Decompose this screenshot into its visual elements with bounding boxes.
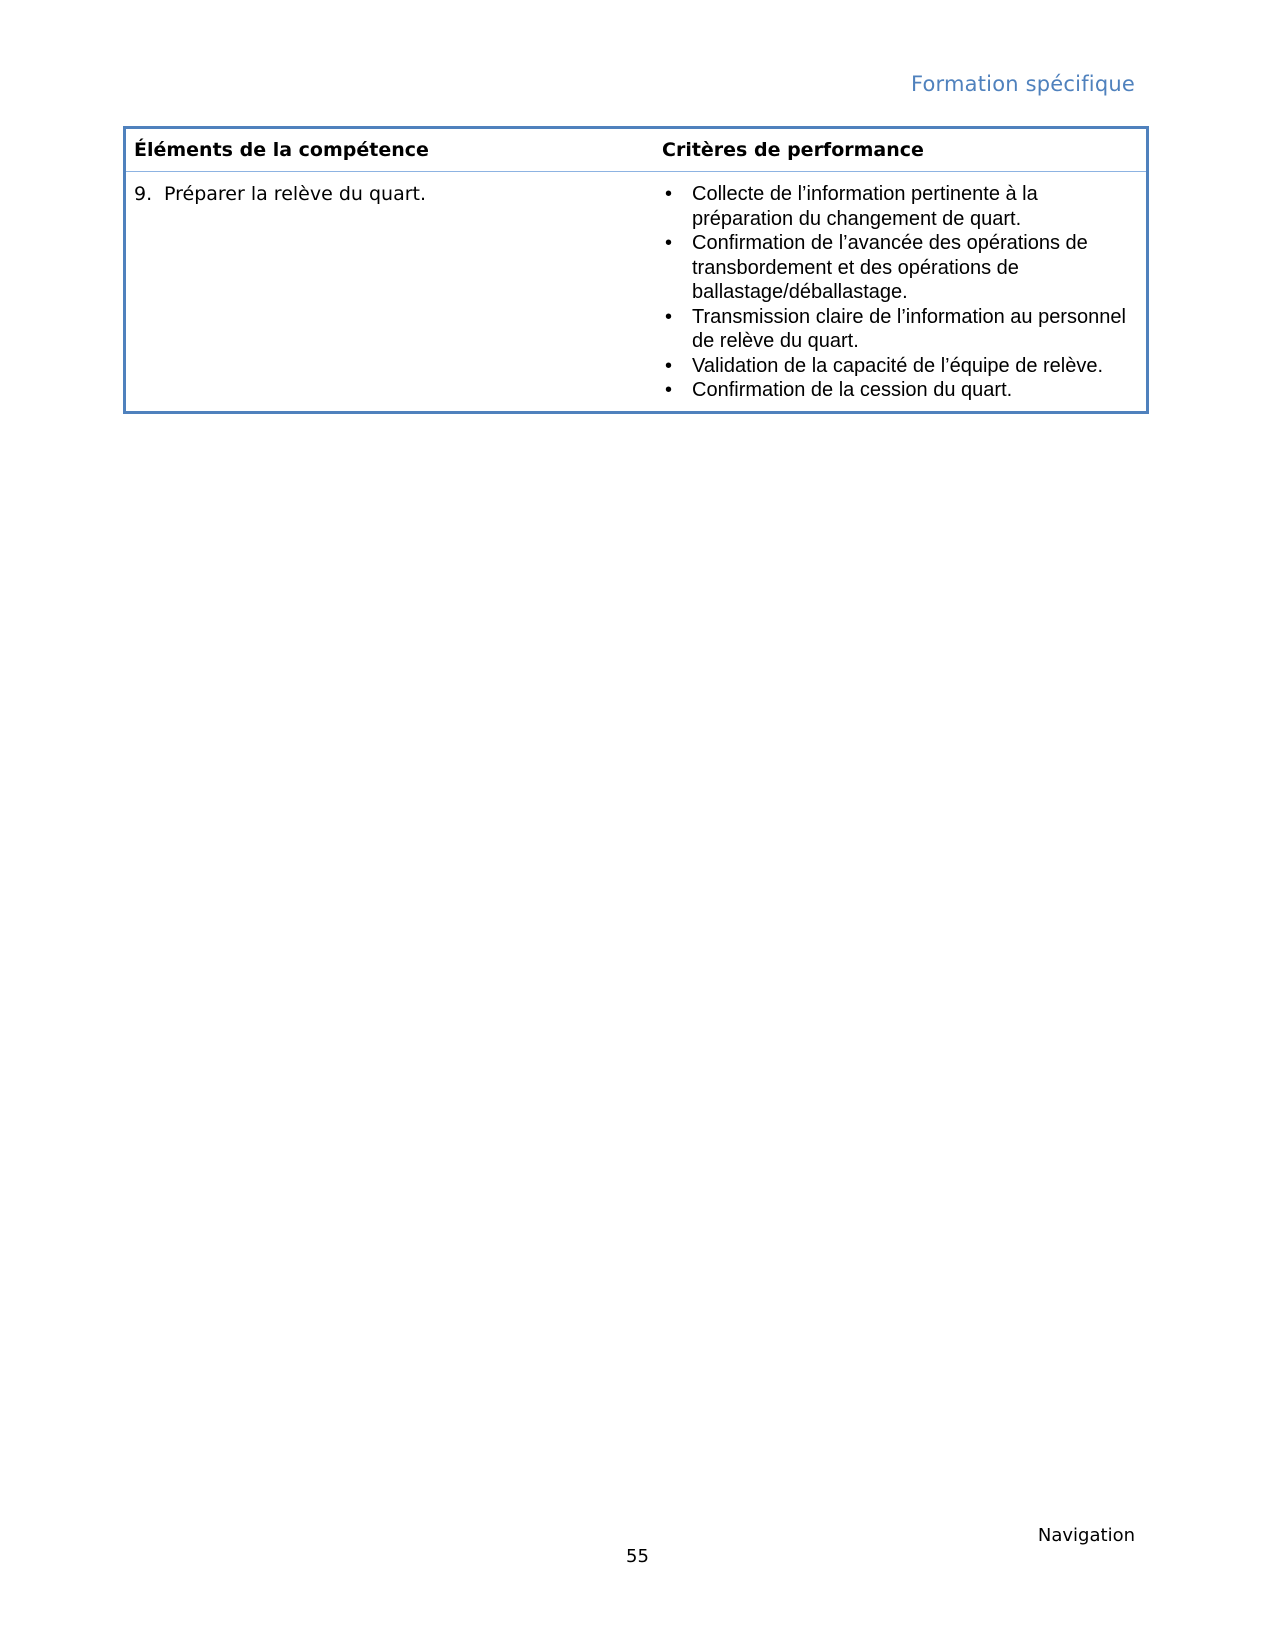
bullet-icon: •: [665, 354, 673, 377]
criteria-item: [662, 231, 1138, 305]
page-number: 55: [626, 1546, 649, 1567]
bullet-icon: •: [665, 305, 673, 328]
footer-section-label: Navigation: [1037, 1525, 1135, 1546]
competence-table: [123, 126, 1149, 414]
column-header-elements: Éléments de la compétence: [125, 128, 655, 172]
criteria-text: Confirmation de l’avancée des opérations de transbordement et des opérations de ballastage/déballastage.: [692, 232, 1088, 303]
bullet-icon: •: [665, 232, 673, 254]
column-header-criteria: Critères de performance: [654, 128, 1148, 172]
element-text: Préparer la relève du quart.: [164, 183, 427, 205]
bullet-icon: •: [665, 183, 673, 205]
criteria-item: [662, 305, 1138, 354]
table-row: [125, 172, 1148, 413]
table-header-row: [125, 128, 1148, 172]
criteria-text: Collecte de l’information pertinente à la préparation du changement de quart.: [692, 183, 1038, 230]
criteria-list: [662, 182, 1138, 403]
criteria-cell: [654, 172, 1148, 413]
element-number: 9.: [134, 183, 153, 205]
element-cell: [125, 172, 655, 413]
page-header-title: Formation spécifique: [910, 72, 1135, 96]
criteria-text: Transmission claire de l’information au personnel de relève du quart.: [692, 305, 1126, 352]
criteria-text: Confirmation de la cession du quart.: [692, 379, 1013, 401]
criteria-item: [662, 354, 1138, 379]
bullet-icon: •: [665, 379, 673, 401]
criteria-item: [662, 378, 1138, 403]
criteria-item: [662, 182, 1138, 231]
element-item: [134, 182, 646, 206]
criteria-text: Validation de la capacité de l’équipe de relève.: [692, 354, 1104, 377]
